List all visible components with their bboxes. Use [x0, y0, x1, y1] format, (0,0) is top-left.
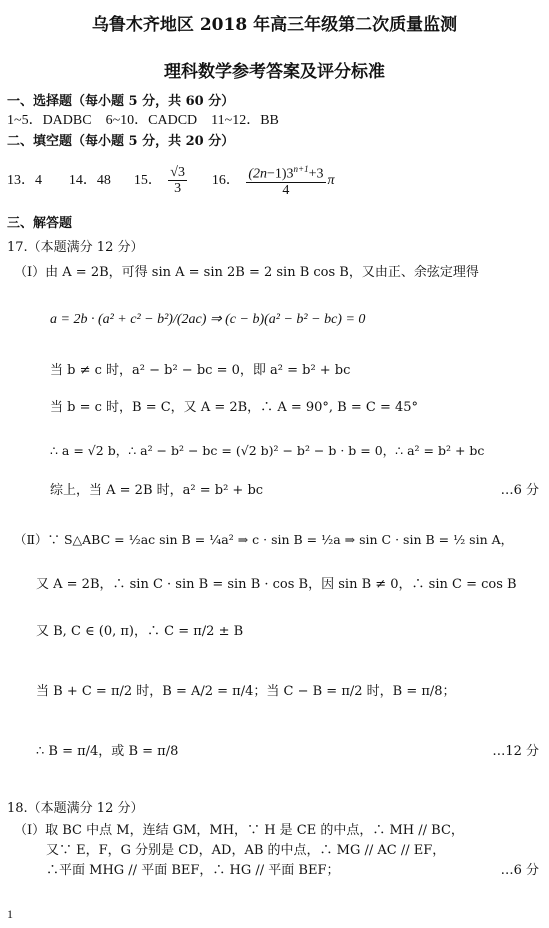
- choice-answers: 1~5．DADBC 6~10．CADCD 11~12．BB: [7, 113, 279, 128]
- q18-score-6: …6 分: [500, 863, 539, 878]
- q17-part1-line1: （Ⅰ）由 A = 2B，可得 sin A = sin 2B = 2 sin B cos B，又由正、余弦定理得: [14, 265, 479, 280]
- fraction-answer-16: $\frac{(2n-1)3^{n+1}+3}{4}$: [248, 164, 324, 198]
- section-heading-fill: 二、填空题（每小题 5 分，共 20 分）: [7, 134, 235, 149]
- answer-13: 13．4: [7, 173, 42, 188]
- q17-part1-line6: 综上，当 A = 2B 时，a² = b² + bc: [50, 483, 264, 498]
- fill-answers: 13．4 14．48 15． $\frac{√3}{3}$ 16． $\frac{(2n-1)3^{n+1}+3}{4}$ π: [7, 164, 335, 198]
- q17-part2-line4: 当 B + C = π/2 时，B = A/2 = π/4；当 C − B = π/2 时，B = π/8；: [36, 684, 456, 699]
- page-title: 乌鲁木齐地区 2018 年高三年级第二次质量监测: [91, 15, 458, 35]
- section-heading-solutions: 三、解答题: [7, 216, 73, 231]
- answer-15: 15．: [133, 173, 162, 188]
- section-heading-choice: 一、选择题（每小题 5 分，共 60 分）: [7, 94, 235, 109]
- q17-part2-line5: ∴ B = π/4，或 B = π/8: [36, 744, 179, 759]
- q18-line2: 又∵ E，F，G 分别是 CD，AD，AB 的中点，∴ MG // AC // EF，: [46, 843, 446, 858]
- q17-part1-line5: ∴ a = √2 b，∴ a² − b² − bc = (√2 b)² − b² − b · b = 0，∴ a² = b² + bc: [50, 443, 485, 458]
- q17-part2-line2: 又 A = 2B，∴ sin C · sin B = sin B · cos B，因 sin B ≠ 0，∴ sin C = cos B: [36, 577, 517, 592]
- q18-header: 18.（本题满分 12 分）: [7, 801, 144, 816]
- page-subtitle: 理科数学参考答案及评分标准: [164, 62, 385, 82]
- q17-score-12: …12 分: [492, 744, 539, 759]
- q17-part2-line3: 又 B, C ∈ (0, π)，∴ C = π/2 ± B: [36, 624, 244, 639]
- q17-part1-line3: 当 b ≠ c 时，a² − b² − bc = 0，即 a² = b² + bc: [50, 363, 351, 378]
- fraction-sqrt3-over-3: $\frac{√3}{3}$: [170, 164, 185, 196]
- q18-line1: （Ⅰ）取 BC 中点 M，连结 GM，MH，∵ H 是 CE 的中点，∴ MH // BC，: [14, 823, 464, 838]
- answer-16: 16．: [211, 173, 240, 188]
- q17-part1-line4: 当 b = c 时，B = C，又 A = 2B，∴ A = 90°, B = C = 45°: [50, 400, 419, 415]
- q17-header: 17.（本题满分 12 分）: [7, 240, 144, 255]
- answer-14: 14．48: [68, 173, 111, 188]
- page-number: 1: [7, 907, 13, 921]
- q17-score-6: …6 分: [500, 483, 539, 498]
- q17-part1-line2: a = 2b · (a² + c² − b²)/(2ac) ⇒ (c − b)(a² − b² − bc) = 0: [50, 312, 366, 327]
- q18-line3: ∴平面 MHG // 平面 BEF，∴ HG // 平面 BEF；: [46, 863, 340, 878]
- q17-part2-line1: （Ⅱ）∵ S△ABC = ½ac sin B = ¼a² ⇒ c · sin B = ½a ⇒ sin C · sin B = ½ sin A，: [14, 532, 514, 547]
